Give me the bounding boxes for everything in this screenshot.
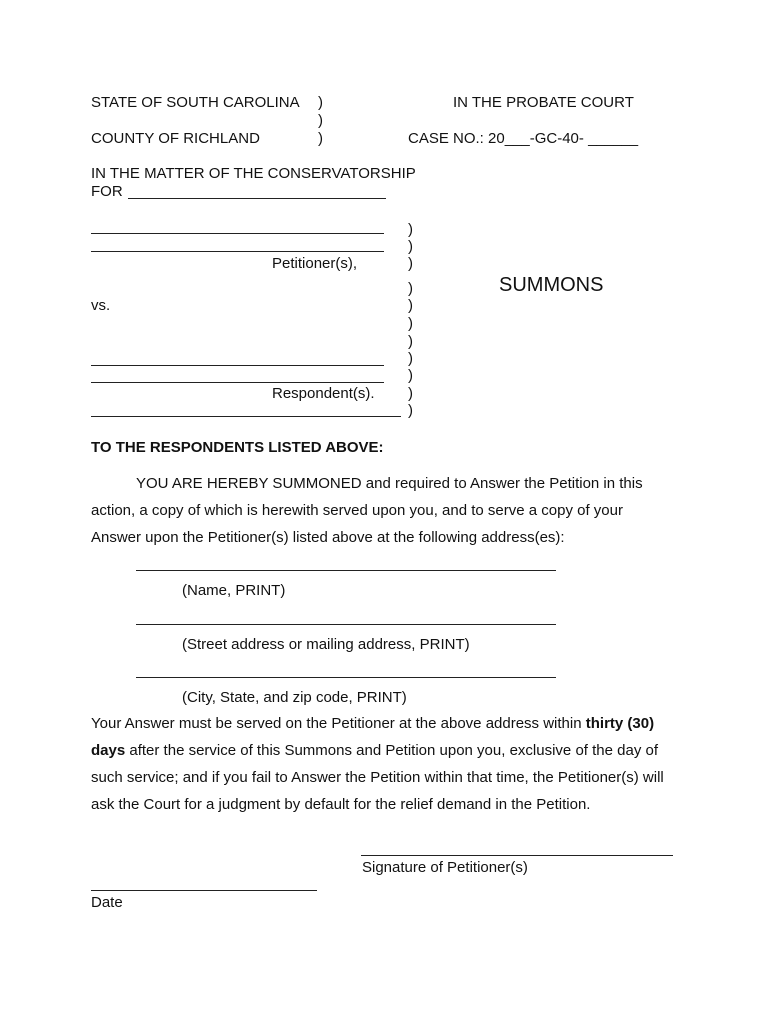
para1-line-1: YOU ARE HEREBY SUMMONED and required to Answer the Petition in this <box>136 475 643 492</box>
street-label: (Street address or mailing address, PRINT) <box>182 636 470 653</box>
matter-line-2: FOR <box>91 183 123 200</box>
signature-line <box>361 855 673 856</box>
document-title: SUMMONS <box>499 274 604 296</box>
versus-label: vs. <box>91 297 111 314</box>
petitioner-line-2 <box>91 251 384 252</box>
caption-paren: ) <box>408 385 413 402</box>
caption-paren: ) <box>408 402 413 419</box>
caption-paren: ) <box>408 315 413 332</box>
respondent-line-2 <box>91 382 384 383</box>
conservatorship-name-line <box>128 198 386 199</box>
para2-line-4: ask the Court for a judgment by default for the relief demand in the Petition. <box>91 796 591 813</box>
respondent-line-1 <box>91 365 384 366</box>
signature-label: Signature of Petitioner(s) <box>362 859 528 876</box>
petitioner-label: Petitioner(s), <box>272 255 358 272</box>
case-number: CASE NO.: 20___-GC-40- ______ <box>408 130 639 147</box>
caption-bottom-line <box>91 416 401 417</box>
city-label: (City, State, and zip code, PRINT) <box>182 689 407 706</box>
caption-paren: ) <box>408 297 413 314</box>
name-label: (Name, PRINT) <box>182 582 286 599</box>
para1-line-2: action, a copy of which is herewith served upon you, and to serve a copy of your <box>91 502 623 519</box>
court-label: IN THE PROBATE COURT <box>453 94 634 111</box>
caption-paren: ) <box>408 255 413 272</box>
caption-paren: ) <box>408 280 413 297</box>
header-paren-2: ) <box>318 112 323 129</box>
para2-line-2 <box>91 743 658 758</box>
header-paren-1: ) <box>318 94 323 111</box>
date-label: Date <box>91 894 123 911</box>
caption-paren: ) <box>408 350 413 367</box>
days-emphasis: days <box>91 742 126 759</box>
caption-paren: ) <box>408 333 413 350</box>
petitioner-line-1 <box>91 233 384 234</box>
name-line <box>136 570 556 571</box>
state-label: STATE OF SOUTH CAROLINA <box>91 94 300 111</box>
para2-line-3: such service; and if you fail to Answer the Petition within that time, the Petitioner(s) will <box>91 769 664 786</box>
para2-line-1-text: Your Answer must be served on the Petitioner at the above address within <box>91 715 586 732</box>
caption-paren: ) <box>408 238 413 255</box>
header-paren-3: ) <box>318 130 323 147</box>
date-line <box>91 890 317 891</box>
para1-line-3: Answer upon the Petitioner(s) listed above at the following address(es): <box>91 529 565 546</box>
caption-paren: ) <box>408 221 413 238</box>
respondents-heading: TO THE RESPONDENTS LISTED ABOVE: <box>91 439 384 456</box>
city-line <box>136 677 556 678</box>
county-label: COUNTY OF RICHLAND <box>91 130 260 147</box>
street-line <box>136 624 556 625</box>
caption-paren: ) <box>408 367 413 384</box>
thirty-days-emphasis: thirty (30) <box>585 715 655 732</box>
para2-line-1 <box>91 716 654 731</box>
para2-line-2-text: after the service of this Summons and Petition upon you, exclusive of the day of <box>125 742 658 759</box>
respondent-label: Respondent(s). <box>272 385 375 402</box>
matter-line-1: IN THE MATTER OF THE CONSERVATORSHIP <box>91 165 416 182</box>
